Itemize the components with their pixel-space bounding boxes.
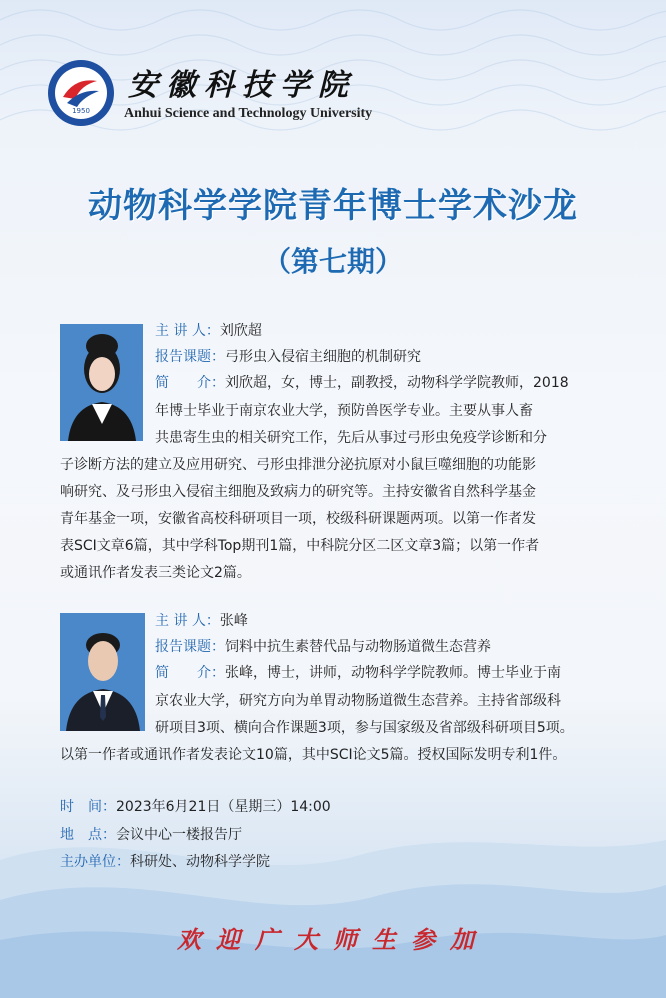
- speaker-2-name-row: [155, 609, 248, 633]
- speaker-2-bio-line: 张峰，博士，讲师，动物科学学院教师。博士毕业于南: [225, 665, 561, 681]
- welcome-slogan: 欢迎广大师生参加: [177, 925, 489, 954]
- speaker-1-topic-row: [155, 345, 421, 369]
- speaker-2-topic: 饲料中抗生素替代品与动物肠道微生态营养: [225, 639, 491, 655]
- speaker-1-intro-row: [155, 371, 605, 395]
- speaker-2-bio-line: 以第一作者或通讯作者发表论文10篇，其中SCI论文5篇。授权国际发明专利1件。: [60, 747, 567, 763]
- event-host-row: [60, 851, 270, 871]
- speaker-label: 主 讲 人：: [155, 323, 220, 339]
- speaker-2-bio-line: 研项目3项、横向合作课题3项，参与国家级及省部级科研项目5项。: [155, 720, 574, 736]
- speaker-2-name: 张峰: [219, 613, 248, 629]
- time-label: 时 间：: [60, 799, 116, 815]
- speaker-2-bio-line: 京农业大学，研究方向为单胃动物肠道微生态营养。主持省部级科: [155, 693, 561, 709]
- host-label: 主办单位：: [60, 854, 130, 870]
- university-name-cn: 安徽科技学院: [128, 68, 356, 103]
- event-time-row: [60, 796, 331, 816]
- speaker-1-name: 刘欣超: [219, 323, 262, 339]
- event-place: 会议中心一楼报告厅: [116, 827, 242, 843]
- place-label: 地 点：: [60, 827, 116, 843]
- speaker-1-name-row: [155, 319, 262, 343]
- event-host: 科研处、动物科学学院: [130, 854, 270, 870]
- speaker-1-bio-line: 刘欣超，女，博士，副教授，动物科学学院教师，2018: [225, 375, 569, 391]
- speaker-1-bio-line: 青年基金一项，安徽省高校科研项目一项，校级科研课题两项。以第一作者发: [60, 511, 536, 527]
- speaker-1-bio-line: 表SCI文章6篇，其中学科Top期刊1篇，中科院分区二区文章3篇；以第一作者: [60, 538, 540, 554]
- speaker-1-bio-line: 响研究、及弓形虫入侵宿主细胞及致病力的研究等。主持安徽省自然科学基金: [60, 484, 536, 500]
- speaker-photo-1: [60, 324, 143, 441]
- speaker-1-topic: 弓形虫入侵宿主细胞的机制研究: [225, 349, 421, 365]
- speaker-1-bio-line: 或通讯作者发表三类论文2篇。: [60, 565, 251, 581]
- event-place-row: [60, 824, 242, 844]
- university-logo: [47, 59, 115, 127]
- speaker-2-intro-row: [155, 661, 605, 685]
- university-name-en: Anhui Science and Technology University: [124, 106, 373, 121]
- speaker-1-bio-line: 年博士毕业于南京农业大学，预防兽医学专业。主要从事人畜: [155, 403, 533, 419]
- speaker-1-bio-line: 共患寄生虫的相关研究工作，先后从事过弓形虫免疫学诊断和分: [155, 430, 547, 446]
- event-title: 动物科学学院青年博士学术沙龙: [88, 186, 578, 226]
- speaker-1-bio-line: 子诊断方法的建立及应用研究、弓形虫排泄分泌抗原对小鼠巨噬细胞的功能影: [60, 457, 536, 473]
- logo-year: 1950: [72, 107, 90, 115]
- speaker-2-topic-row: [155, 635, 491, 659]
- speaker-label: 主 讲 人：: [155, 613, 220, 629]
- event-issue: （第七期）: [262, 245, 403, 278]
- speaker-1-bio-upper: [155, 398, 610, 452]
- speaker-1-bio-lower: [60, 452, 610, 587]
- event-time: 2023年6月21日（星期三）14:00: [116, 799, 331, 815]
- speaker-photo-2: [60, 613, 145, 731]
- speaker-2-bio-upper: [155, 688, 610, 742]
- topic-label: 报告课题：: [155, 349, 225, 365]
- intro-label: 简 介：: [155, 375, 225, 391]
- intro-label: 简 介：: [155, 665, 225, 681]
- topic-label: 报告课题：: [155, 639, 225, 655]
- speaker-2-bio-lower: [60, 742, 610, 769]
